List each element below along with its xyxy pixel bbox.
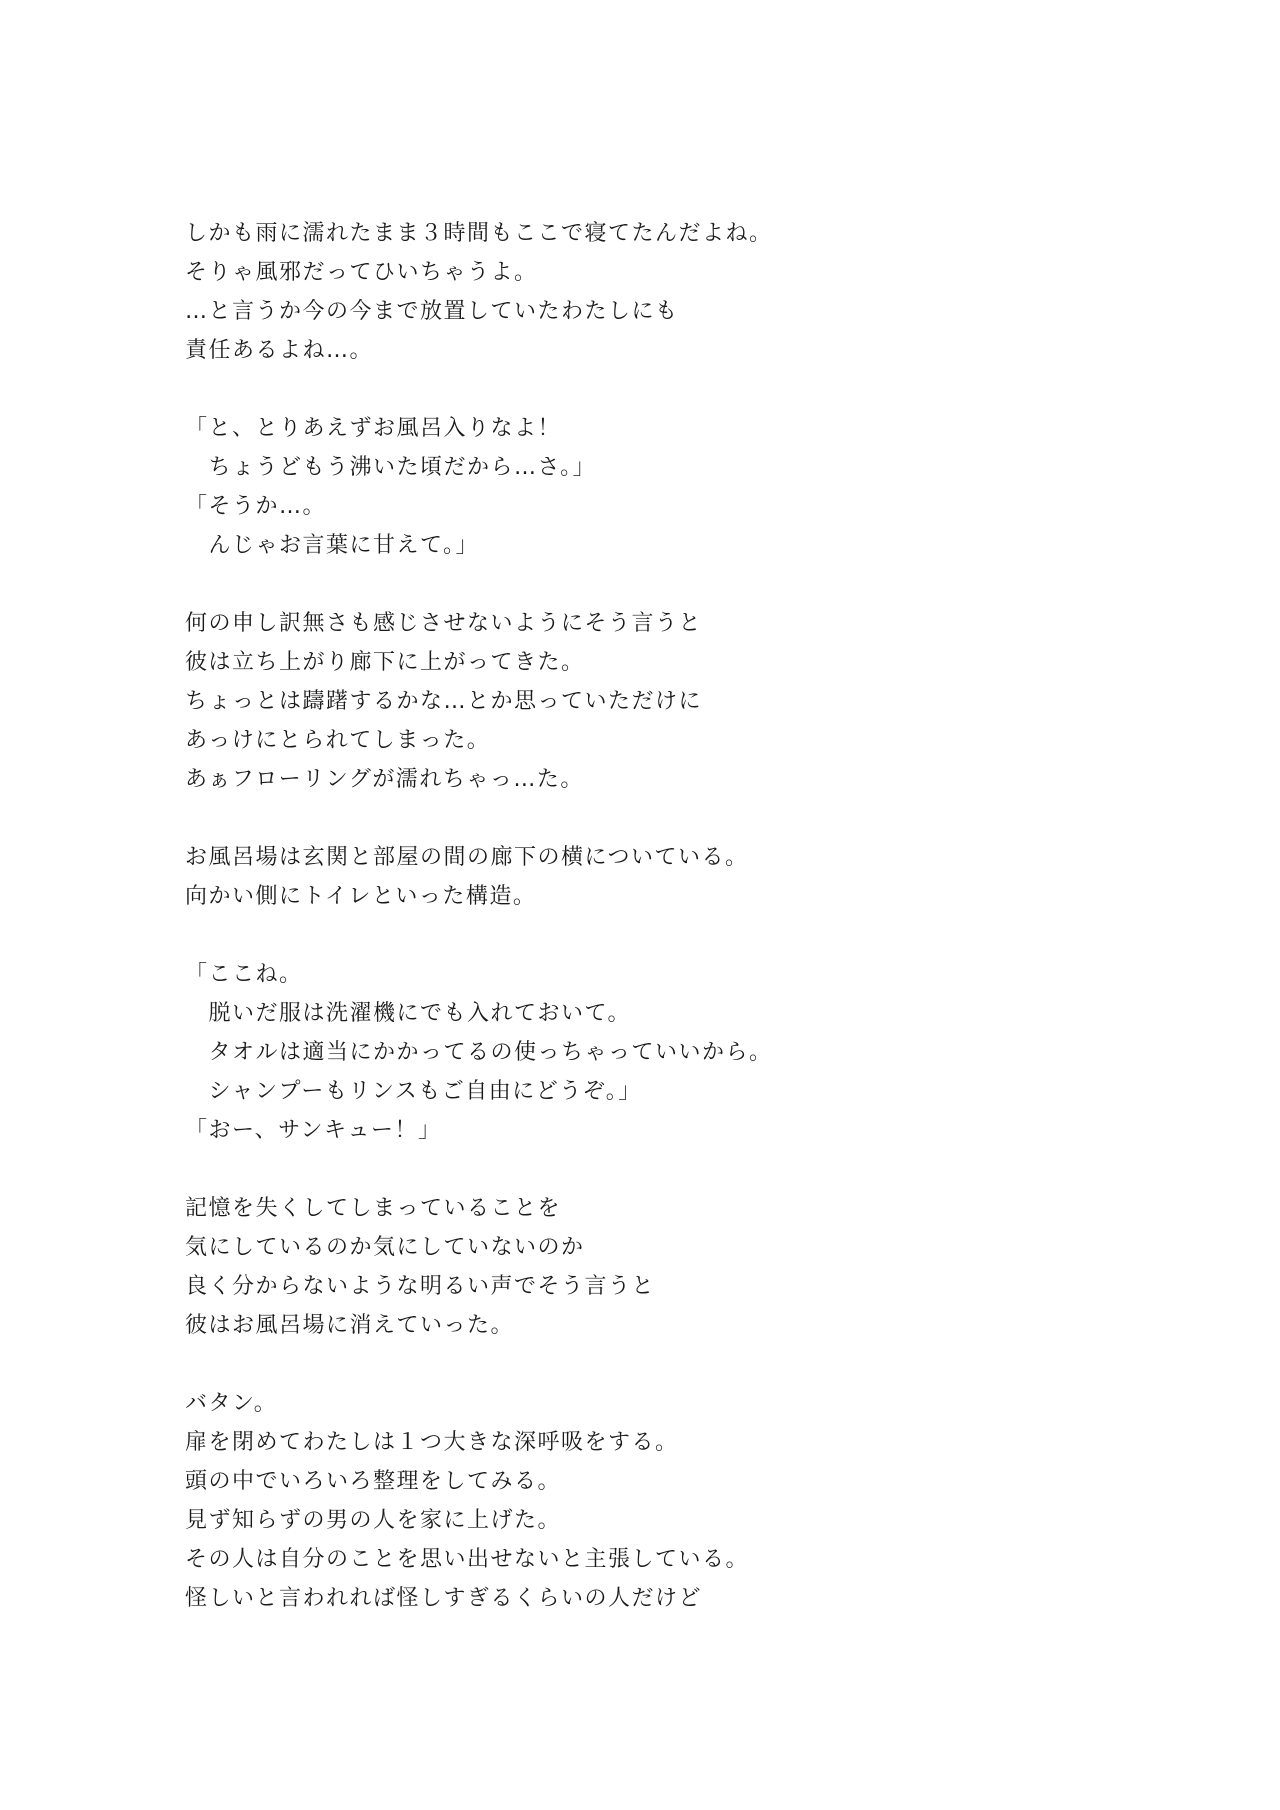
blank-line [185,370,1145,409]
dialogue-line: 脱いだ服は洗濯機にでも入れておいて。 [185,1001,632,1026]
text-line: 何の申し訳無さも感じさせないようにそう言うと [185,611,703,636]
text-line: 記憶を失くしてしまっていることを [185,1196,562,1221]
dialogue-line: ちょうどもう沸いた頃だから…さ。」 [185,455,597,480]
text-line: …と言うか今の今まで放置していたわたしにも [185,299,679,324]
text-line: 向かい側にトイレといった構造。 [185,884,537,909]
text-line: バタン。 [185,1391,278,1416]
dialogue-line: 「おー、サンキュー！」 [185,1118,442,1143]
dialogue-line: 「そうか…。 [185,494,327,519]
dialogue-line: タオルは適当にかかってるの使っちゃっていいから。 [185,1040,773,1065]
blank-line [185,916,1145,955]
text-line: ちょっとは躊躇するかな…とか思っていただけに [185,689,703,714]
text-line: 怪しいと言われれば怪しすぎるくらいの人だけど [185,1586,703,1611]
text-line: 見ず知らずの男の人を家に上げた。 [185,1508,562,1533]
text-line: お風呂場は玄関と部屋の間の廊下の横についている。 [185,845,749,870]
blank-line [185,565,1145,604]
text-line: 良く分からないような明るい声でそう言うと [185,1274,656,1299]
text-line: 頭の中でいろいろ整理をしてみる。 [185,1469,562,1494]
text-line: 気にしているのか気にしていないのか [185,1235,585,1260]
blank-line [185,1345,1145,1384]
dialogue-line: シャンプーもリンスもご自由にどうぞ。」 [185,1079,642,1104]
dialogue-line: 「ここね。 [185,962,303,987]
text-line: あっけにとられてしまった。 [185,728,491,753]
blank-line [185,1150,1145,1189]
body-text [185,214,1145,1618]
dialogue-line: 「と、とりあえずお風呂入りなよ！ [185,416,562,441]
text-line: しかも雨に濡れたまま３時間もここで寝てたんだよね。 [185,221,773,246]
text-line: 彼は立ち上がり廊下に上がってきた。 [185,650,585,675]
text-line: 扉を閉めてわたしは１つ大きな深呼吸をする。 [185,1430,679,1455]
text-line: その人は自分のことを思い出せないと主張している。 [185,1547,750,1572]
blank-line [185,799,1145,838]
text-line: そりゃ風邪だってひいちゃうよ。 [185,260,538,285]
text-line: 彼はお風呂場に消えていった。 [185,1313,515,1338]
text-line: あぁフローリングが濡れちゃっ…た。 [185,767,584,792]
dialogue-line: んじゃお言葉に甘えて。」 [185,533,480,558]
text-line: 責任あるよね…。 [185,338,374,363]
